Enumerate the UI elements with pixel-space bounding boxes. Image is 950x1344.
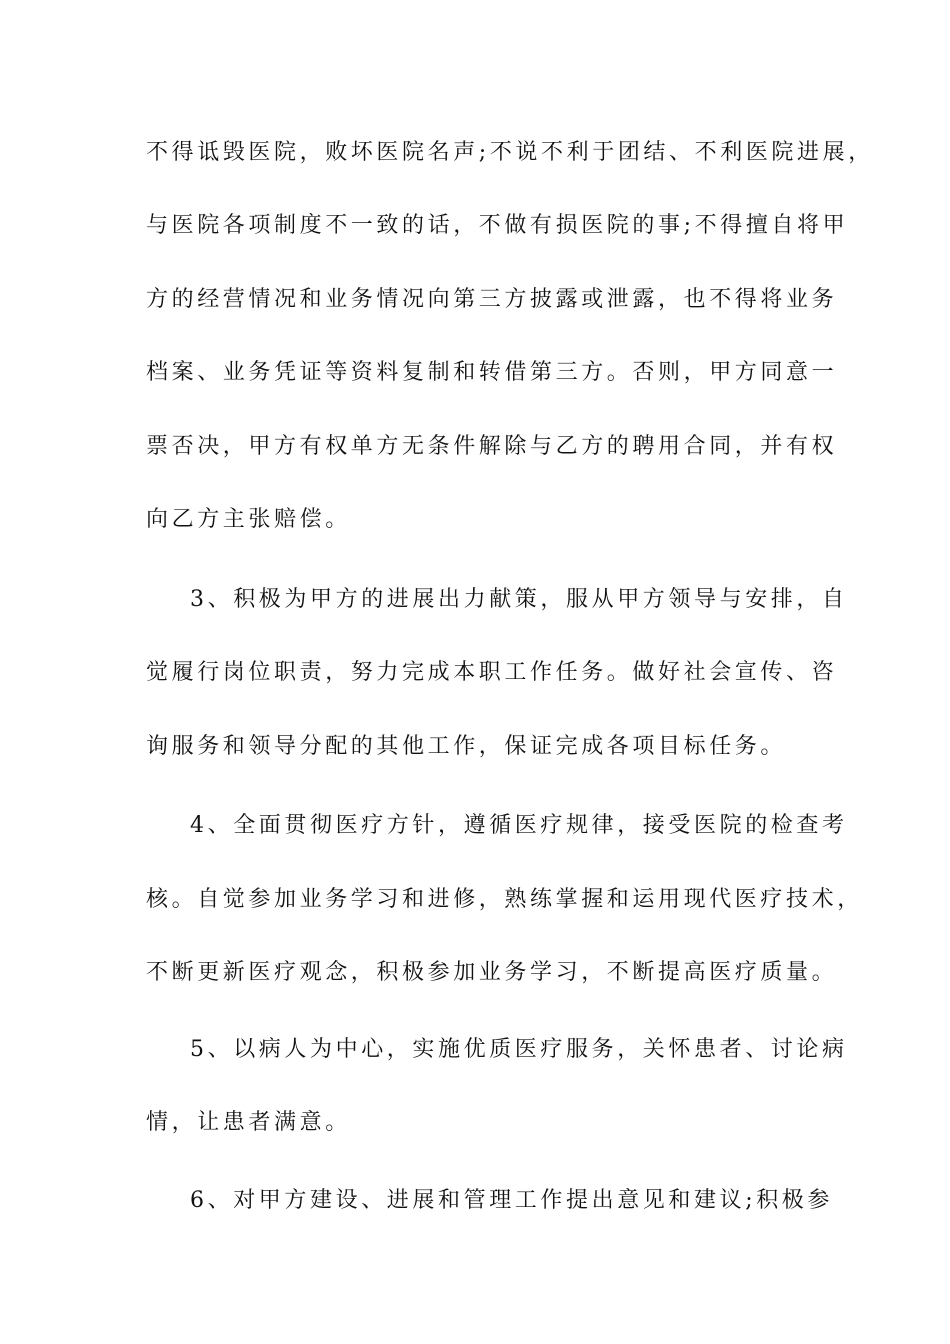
text-line: 询服务和领导分配的其他工作，保证完成各项目标任务。 [146,734,787,759]
text-line: 向乙方主张赔偿。 [146,507,351,532]
paragraph-5-start: 5、以病人为中心，实施优质医疗服务，关怀患者、讨论病 [190,1037,848,1062]
text-line: 情，让患者满意。 [146,1110,351,1135]
text-line: 觉履行岗位职责，努力完成本职工作任务。做好社会宣传、咨 [146,660,838,685]
text-line: 方的经营情况和业务情况向第三方披露或泄露，也不得将业务 [146,287,838,312]
text-line: 票否决，甲方有权单方无条件解除与乙方的聘用合同，并有权 [146,434,838,459]
text-line: 档案、业务凭证等资料复制和转借第三方。否则，甲方同意一 [146,360,838,385]
text-line: 核。自觉参加业务学习和进修，熟练掌握和运用现代医疗技术， [146,887,863,912]
paragraph-6-start: 6、对甲方建设、进展和管理工作提出意见和建议;积极参 [190,1188,834,1213]
text-line: 不断更新医疗观念，积极参加业务学习，不断提高医疗质量。 [146,960,838,985]
paragraph-4-start: 4、全面贯彻医疗方针，遵循医疗规律，接受医院的检查考 [190,813,848,838]
text-line: 与医院各项制度不一致的话，不做有损医院的事;不得擅自将甲 [146,213,849,238]
paragraph-3-start: 3、积极为甲方的进展出力献策，服从甲方领导与安排，自 [190,587,848,612]
text-line: 不得诋毁医院，败坏医院名声;不说不利于团结、不利医院进展， [146,140,874,165]
